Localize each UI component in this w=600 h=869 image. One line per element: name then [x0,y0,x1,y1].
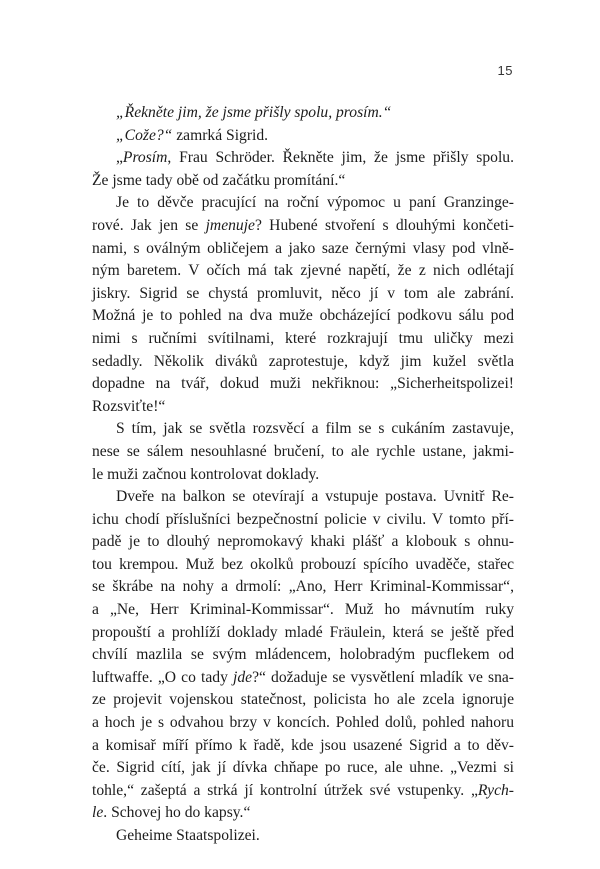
text-segment: če. Sigrid cítí, jak jí dívka chňape po ruce, ale uhne. „Vezmi si [92,759,514,777]
text-line [92,328,514,351]
text-line [92,351,514,374]
text-line [92,441,514,464]
text-line [92,170,514,193]
text-segment: jiskry. Sigrid se chystá promluvit, něco jí v tom ale zabrání. [92,284,514,302]
text-line [92,735,514,758]
text-segment: ?“ dožaduje se vysvětlení mladík ve sna- [252,668,515,686]
text-line [92,238,514,261]
text-segment: tohle,“ zašeptá a strká jí kontrolní útržek své vstupenky. „ [92,781,478,799]
text-segment: Dveře na balkon se otevírají a vstupuje postava. Uvnitř Re- [116,488,514,506]
text-segment: tou krempou. Muž bez okolků probouzí spícího uvaděče, stařec [92,555,514,573]
text-segment: dopadne na tvář, dokud muži nekřiknou: „Sicherheitspolizei! [92,375,514,393]
italic-text-segment: jmenuje [205,216,255,234]
italic-text-segment: „Cože?“ [116,126,173,144]
italic-text-segment: Prosím [122,149,168,167]
italic-text-segment: le [92,804,104,822]
text-segment: Geheime Staatspolizei. [116,827,260,844]
text-line [92,260,514,283]
text-segment: a hoch je s odvahou brzy v koncích. Pohled dolů, pohled nahoru [92,714,514,732]
text-line [92,464,514,487]
text-line [92,418,514,441]
text-segment: nese se sálem nesouhlasné bručení, to ale rychle ustane, jakmi- [92,442,514,460]
text-line [92,667,514,690]
text-segment: padě je to dlouhý nepromokavý khaki plášť a klobouk s ohnu- [92,533,514,551]
text-segment: nimi s ručními svítilnami, které rozkrajují tmu uličky mezi [92,329,514,347]
text-segment: luftwaffe. „O co tady [92,668,233,686]
text-line [92,102,514,125]
text-segment: „ [116,149,123,167]
text-line [92,192,514,215]
text-segment: . Schovej ho do kapsy.“ [103,804,251,822]
italic-text-segment: „Řekněte jim, že jsme přišly spolu, prosím.“ [116,104,392,121]
text-segment: Že jsme tady obě od začátku promítání.“ [92,171,346,189]
text-segment: a komisař míří přímo k řadě, kde jsou usazené Sigrid a to děv- [92,736,514,754]
text-line [92,712,514,735]
text-segment: propouští a prohlíží doklady mladé Fräulein, která se ještě před [92,623,514,641]
text-line [92,147,514,170]
text-line [92,125,514,148]
text-line [92,554,514,577]
text-line [92,599,514,622]
page-number: 15 [497,63,513,78]
text-line [92,644,514,667]
text-line [92,486,514,509]
text-line [92,689,514,712]
text-segment: sedadly. Několik diváků zaprotestuje, když jim kužel světla [92,352,514,370]
text-segment: nami, s oválným obličejem a jako saze černými vlasy pod vlně- [92,239,514,257]
text-line [92,509,514,532]
text-segment: Rozsviťte!“ [92,397,166,415]
text-block [92,102,514,848]
text-segment: rové. Jak jen se [92,216,206,234]
text-line [92,825,514,848]
text-line [92,780,514,803]
text-line [92,283,514,306]
text-segment: ným baretem. V očích má tak zjevné napětí, že z nich odlétají [92,262,514,280]
text-segment: se škrábe na nohy a drmolí: „Ano, Herr Kriminal-Kommissar“, [92,578,514,596]
text-line [92,622,514,645]
text-segment: a „Ne, Herr Kriminal-Kommissar“. Muž ho mávnutím ruky [92,601,514,619]
text-segment: chvílí mazlila se svým mládencem, holobradým pucflekem od [92,646,514,664]
text-segment: le muži začnou kontrolovat doklady. [92,465,320,483]
text-line [92,215,514,238]
text-segment: Je to děvče pracující na roční výpomoc u paní Granzinge- [116,194,514,212]
text-segment: ze projevit vojenskou statečnost, policista ho ale zcela ignoruje [92,691,514,709]
text-line [92,757,514,780]
text-line [92,305,514,328]
text-segment: zamrká Sigrid. [172,126,269,144]
text-line [92,396,514,419]
text-segment: ichu chodí příslušníci bezpečnostní policie v civilu. V tomto pří- [92,510,514,528]
italic-text-segment: Rych- [477,781,514,799]
text-line [92,373,514,396]
text-segment: S tím, jak se světla rozsvěcí a film se s cukáním zastavuje, [116,420,514,438]
text-line [92,576,514,599]
italic-text-segment: jde [233,668,253,686]
text-segment: , Frau Schröder. Řekněte jim, že jsme přišly spolu. [167,149,514,167]
text-line [92,531,514,554]
text-line [92,802,514,825]
text-segment: Možná je to pohled na dva muže obcházející podkovu sálu pod [92,307,514,325]
text-segment: ? Hubené stvoření s dlouhými končeti- [254,216,514,234]
